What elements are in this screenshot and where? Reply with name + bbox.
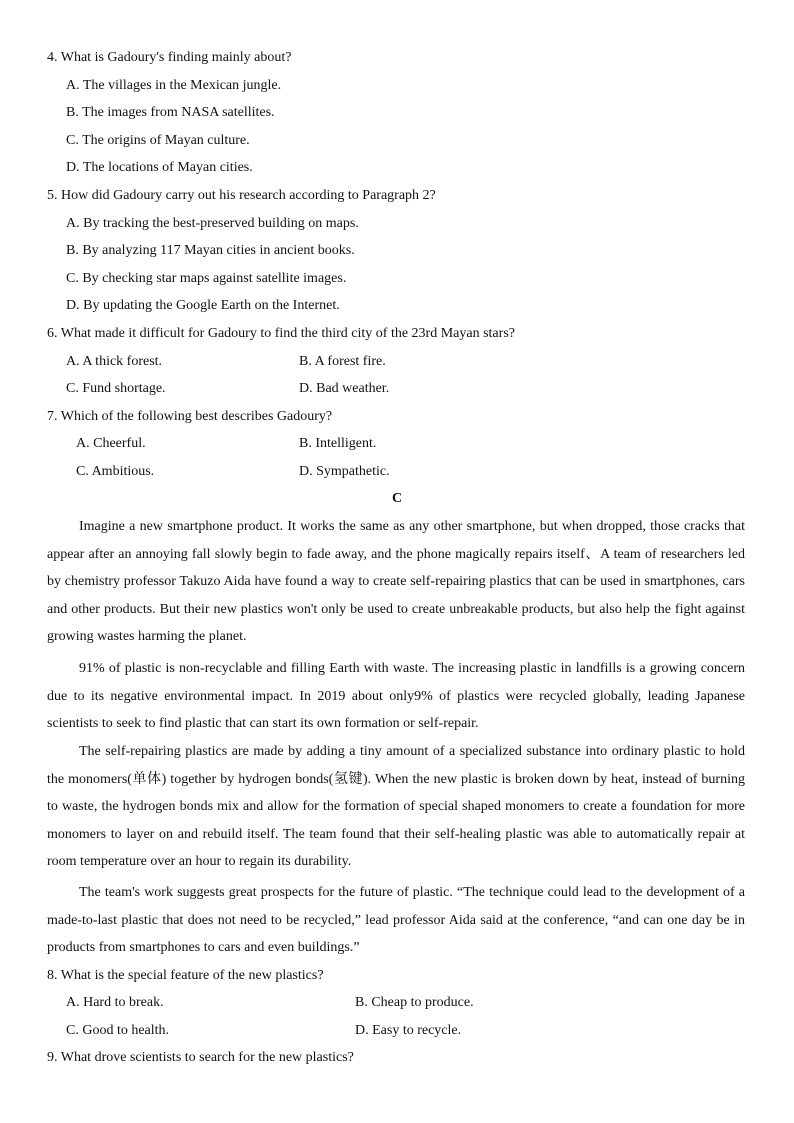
question-4-option-d: D. The locations of Mayan cities.: [66, 160, 253, 175]
question-6-option-b: B. A forest fire.: [299, 354, 386, 369]
question-4-stem: 4. What is Gadoury's finding mainly about?: [47, 50, 292, 65]
question-6-stem: 6. What made it difficult for Gadoury to find the third city of the 23rd Mayan stars?: [47, 326, 515, 341]
passage-paragraph-4: The team's work suggests great prospects for the future of plastic. “The technique could lead to the development of a made-to-last plastic that does not need to be recycled,” lead professor Aida said at the conference, “and can one day be in products from smartphones to cars and even buildings.”: [47, 885, 745, 956]
question-7-option-c: C. Ambitious.: [76, 464, 155, 479]
question-4-option-b: B. The images from NASA satellites.: [66, 105, 275, 120]
question-5-option-a: A. By tracking the best-preserved building on maps.: [66, 216, 359, 231]
question-9-stem: 9. What drove scientists to search for the new plastics?: [47, 1050, 354, 1065]
section-title: C: [391, 491, 403, 506]
passage-paragraph-1: Imagine a new smartphone product. It works the same as any other smartphone, but when dropped, those cracks that appear after an annoying fall slowly begin to fade away, and the phone magically repairs itself、A team of researchers led by chemistry professor Takuzo Aida have found a way to create self-repairing plastics that can be used in smartphones, cars and other products. But their new plastics won't only be used to create unbreakable products, but also help the fight against growing wastes harming the planet.: [47, 519, 745, 645]
question-4-option-c: C. The origins of Mayan culture.: [66, 133, 250, 148]
passage-paragraph-3: The self-repairing plastics are made by adding a tiny amount of a specialized substance into ordinary plastic to hold the monomers(单体) together by hydrogen bonds(氢键). When the new plastic is broken down by heat, instead of burning to waste, the hydrogen bonds mix and allow for the formation of special shaped monomers to create a foundation for more monomers to layer on and rebuild itself. The team found that their self-healing plastic was able to automatically repair at room temperature over an hour to regain its durability.: [47, 744, 745, 870]
question-5-option-b: B. By analyzing 117 Mayan cities in ancient books.: [66, 243, 355, 258]
question-7-option-a: A. Cheerful.: [76, 436, 146, 451]
question-7-option-b: B. Intelligent.: [299, 436, 377, 451]
question-6-option-d: D. Bad weather.: [299, 381, 390, 396]
question-5-stem: 5. How did Gadoury carry out his research according to Paragraph 2?: [47, 188, 436, 203]
question-8-stem: 8. What is the special feature of the new plastics?: [47, 968, 324, 983]
question-8-option-b: B. Cheap to produce.: [355, 995, 474, 1010]
question-5-option-d: D. By updating the Google Earth on the Internet.: [66, 298, 340, 313]
question-6-option-c: C. Fund shortage.: [66, 381, 166, 396]
question-8-option-a: A. Hard to break.: [66, 995, 164, 1010]
question-8-option-c: C. Good to health.: [66, 1023, 170, 1038]
passage-paragraph-2: 91% of plastic is non-recyclable and filling Earth with waste. The increasing plastic in landfills is a growing concern due to its negative environmental impact. In 2019 about only9% of plastics were recycled globally, leading Japanese scientists to seek to find plastic that can start its own formation or self-repair.: [47, 661, 745, 732]
question-5-option-c: C. By checking star maps against satellite images.: [66, 271, 347, 286]
question-8-option-d: D. Easy to recycle.: [355, 1023, 462, 1038]
question-4-option-a: A. The villages in the Mexican jungle.: [66, 78, 282, 93]
question-7-option-d: D. Sympathetic.: [299, 464, 390, 479]
question-6-option-a: A. A thick forest.: [66, 354, 163, 369]
question-7-stem: 7. Which of the following best describes Gadoury?: [47, 409, 333, 424]
